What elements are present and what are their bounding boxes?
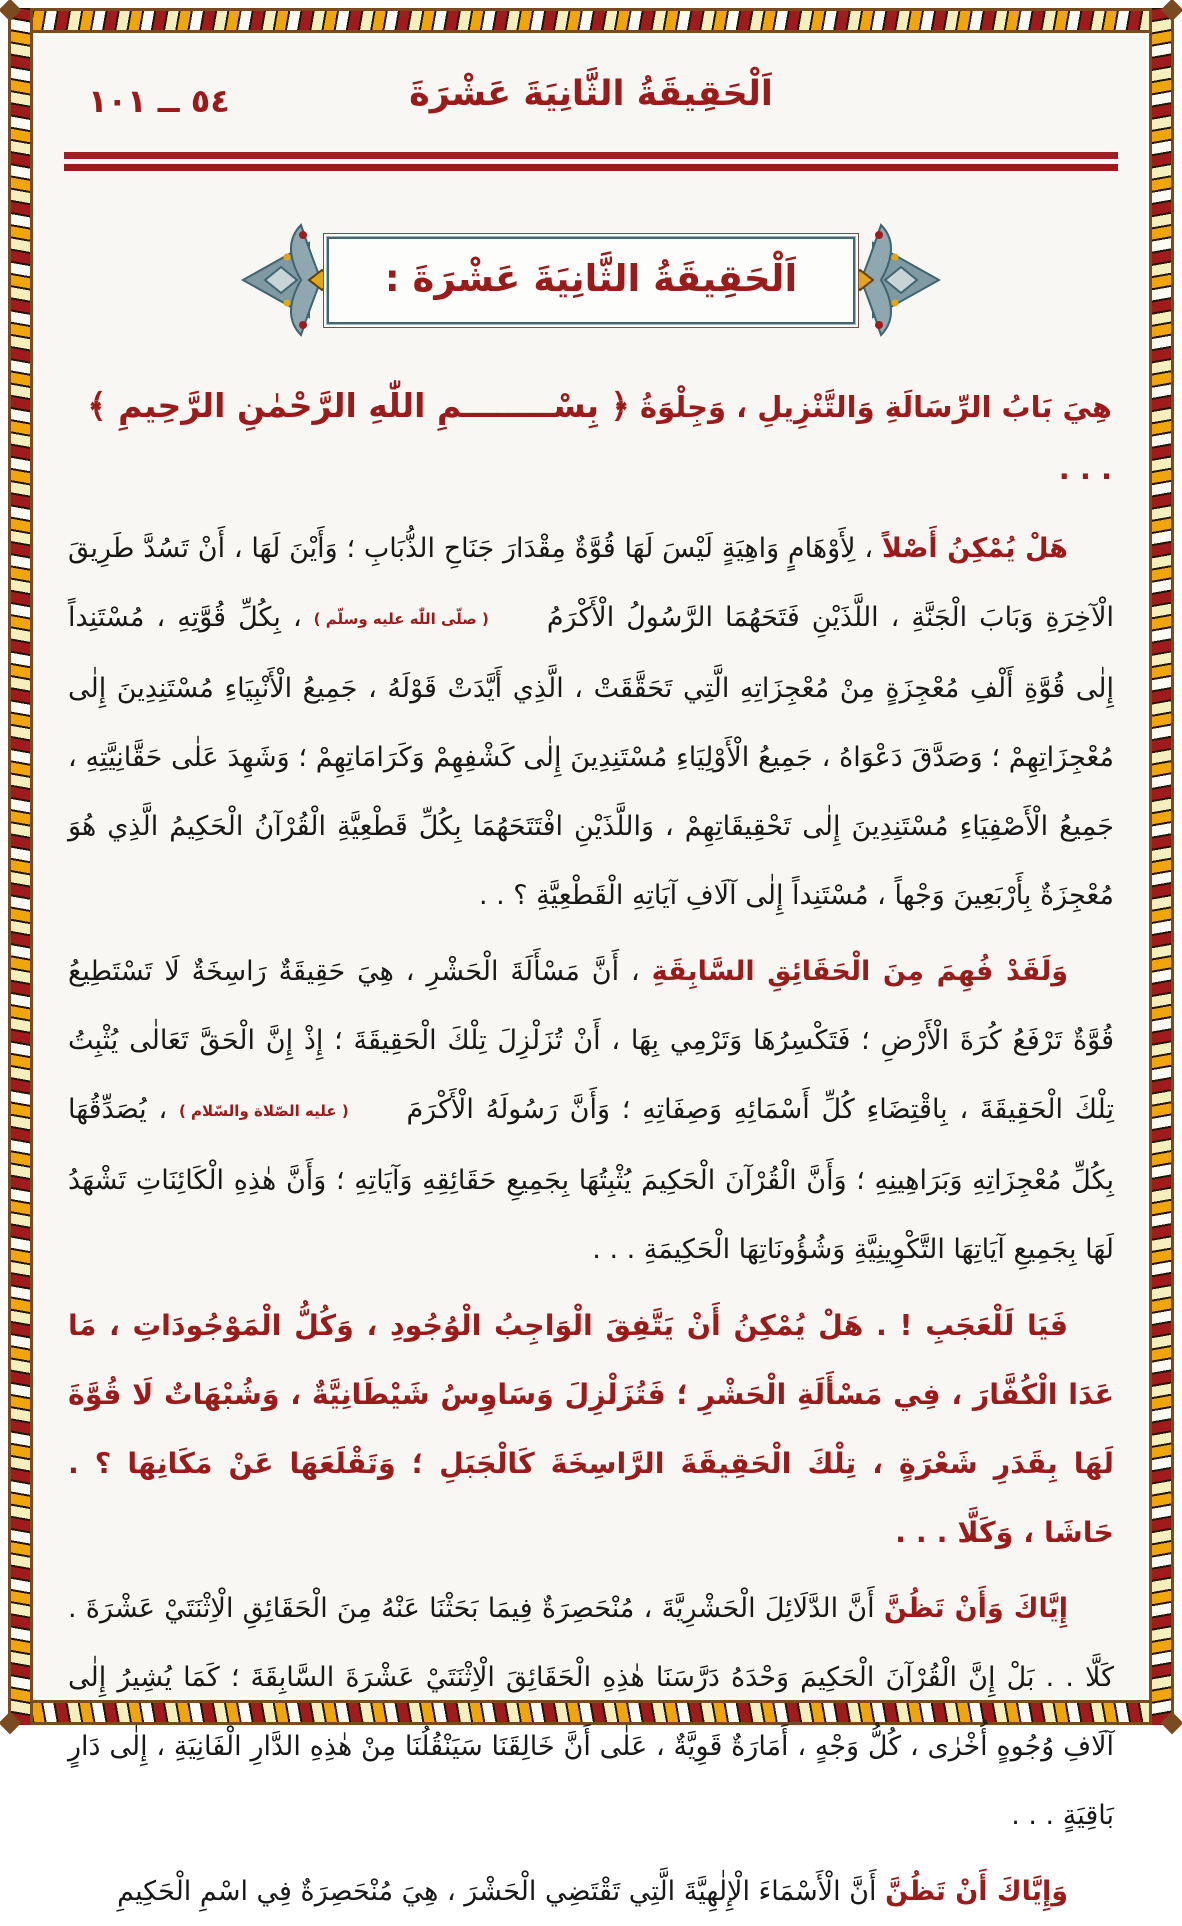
paragraph-emphasis: [68, 1291, 1114, 1567]
section-title: اَلْحَقِيقَةُ الثَّانِيَةَ عَشْرَةَ :: [384, 256, 798, 300]
text-run-red: وَإِيَّاكَ أَنْ تَظُنَّ: [885, 1876, 1068, 1907]
prophet-salutation-seal: ( صلّى اللّٰه عليه وسلّم ): [313, 610, 489, 628]
text-run: أَنَّ الدَّلَائِلَ الْحَشْرِيَّةَ ، مُنْحَصِرَةٌ فِيمَا بَحَثْنَا عَنْهُ مِنَ الْحَقَائِقِ الْاِثْنَتَيْ عَشْرَةَ . كَلَّا . . بَلْ إِنَّ الْقُرْآنَ الْحَكِيمَ وَحْدَهُ دَرَّسَنَا هٰذِهِ الْحَقَائِقَ الْاِثْنَتَيْ عَشْرَةَ السَّابِقَةَ ؛ كَمَا يُشِيرُ إِلٰى آلَافِ وُجُوهٍ أُخْرٰى ، كُلُّ وَجْهٍ ، أَمَارَةٌ قَوِيَّةٌ ، عَلٰى أَنَّ خَالِقَنَا سَيَنْقُلُنَا مِنْ هٰذِهِ الدَّارِ الْفَانِيَةِ ، إِلٰى دَارٍ بَاقِيَةٍ . . .: [68, 1593, 1114, 1831]
section-heading: [60, 205, 1122, 355]
text-run: ، يُصَدِّقُهَا بِكُلِّ مُعْجِزَاتِهِ وَبَرَاهِينِهِ ؛ وَأَنَّ الْقُرْآنَ الْحَكِيمَ يُثْبِتُهَا بِجَمِيعِ حَقَائِقِهِ وَآيَاتِهِ ؛ وَأَنَّ هٰذِهِ الْكَائِنَاتِ تَشْهَدُ لَهَا بِجَمِيعِ آيَاتِهَا التَّكْوِينِيَّةِ وَشُؤُونَاتِهَا الْحَكِيمَةِ . . .: [68, 1094, 1114, 1265]
divider-rule-top: [64, 152, 1118, 159]
paragraph: [68, 937, 1114, 1284]
bismillah-calligraphy: ﴿ بِسْــــــــمِ اللّٰهِ الرَّحْمٰنِ الرَّحِيمِ ﴾: [87, 386, 630, 425]
paragraph: [68, 514, 1114, 930]
text-run-red: وَلَقَدْ فُهِمَ مِنَ الْحَقَائِقِ السَّابِقَةِ: [651, 956, 1068, 987]
page-number: ٥٤ ــ ١٠١: [88, 82, 230, 120]
text-run: أَنَّ الْأَسْمَاءَ الْإِلٰهِيَّةَ الَّتِي تَقْتَضِي الْحَشْرَ ، هِيَ مُنْحَصِرَةٌ فِي اسْمِ الْحَكِيمِ: [117, 1876, 877, 1907]
text-run-red: إِيَّاكَ وَأَنْ تَظُنَّ: [883, 1593, 1068, 1624]
frame-border-right: [1149, 8, 1174, 1725]
paragraph: [68, 1574, 1114, 1850]
body-text: [60, 514, 1122, 1926]
prophet-salutation-seal: ( عليه الصّلاة والسّلام ): [178, 1102, 349, 1120]
divider-rule-bottom: [64, 164, 1118, 171]
header-divider: [64, 152, 1118, 171]
page-header: [60, 74, 1122, 136]
section-title-box: [327, 237, 855, 324]
frame-border-left: [8, 8, 33, 1725]
text-run: ، بِكُلِّ قُوَّتِهِ ، مُسْتَنِداً إِلٰى قُوَّةِ أَلْفِ مُعْجِزَةٍ مِنْ مُعْجِزَاتِهِ الَّتِي تَحَقَّقَتْ ، الَّذِي أَيَّدَتْ قَوْلَهُ ، جَمِيعُ الْأَنْبِيَاءِ مُسْتَنِدِينَ إِلٰى مُعْجِزَاتِهِمْ ؛ وَصَدَّقَ دَعْوَاهُ ، جَمِيعُ الْأَوْلِيَاءِ مُسْتَنِدِينَ إِلٰى كَشْفِهِمْ وَكَرَامَاتِهِمْ ؛ وَشَهِدَ عَلٰى حَقَّانِيَّتِهِ ، جَمِيعُ الْأَصْفِيَاءِ مُسْتَنِدِينَ إِلٰى تَحْقِيقَاتِهِمْ ، وَاللَّذَيْنِ افْتَتَحَهُمَا بِكُلِّ قَطْعِيَّةِ الْقُرْآنُ الْحَكِيمُ الَّذِي هُوَ مُعْجِزَةٌ بِأَرْبَعِينَ وَجْهاً ، مُسْتَنِداً إِلٰى آلَافِ آيَاتِهِ الْقَطْعِيَّةِ ؟ . .: [68, 602, 1114, 911]
text-run: ، أَنَّ مَسْأَلَةَ الْحَشْرِ ، هِيَ حَقِيقَةٌ رَاسِخَةٌ لَا تَسْتَطِيعُ قُوَّةٌ تَرْفَعُ كُرَةَ الْأَرْضِ ؛ فَتَكْسِرُهَا وَتَرْمِي بِهَا ، أَنْ تُزَلْزِلَ تِلْكَ الْحَقِيقَةَ ؛ إِذْ إِنَّ الْحَقَّ تَعَالٰى يُثْبِتُ تِلْكَ الْحَقِيقَةَ ، بِاقْتِضَاءِ كُلِّ أَسْمَائِهِ وَصِفَاتِهِ ؛ وَأَنَّ رَسُولَهُ الْأَكْرَمَ: [68, 956, 1115, 1125]
text-run-red: هَلْ يُمْكِنُ أَصْلاً: [881, 533, 1068, 564]
bismillah-line: [60, 375, 1122, 500]
frame-border-top: [8, 8, 1174, 33]
text-run-red: فَيَا لَلْعَجَبِ ! . هَلْ يُمْكِنُ أَنْ يَتَّفِقَ الْوَاجِبُ الْوُجُودِ ، وَكُلُّ الْمَوْجُودَاتِ ، مَا عَدَا الْكُفَّارَ ، فِي مَسْأَلَةِ الْحَشْرِ ؛ فَتُزَلْزِلَ وَسَاوِسُ شَيْطَانِيَّةٌ ، وَشُبْهَاتٌ لَا قُوَّةَ لَهَا بِقَدَرِ شَعْرَةٍ ، تِلْكَ الْحَقِيقَةَ الرَّاسِخَةَ كَالْجَبَلِ ؛ وَتَقْلَعَهَا عَنْ مَكَانِهَا ؟ . حَاشَا ، وَكَلَّا . . .: [68, 1309, 1114, 1549]
page-content: [60, 36, 1122, 1907]
bismillah-lead-text: هِيَ بَابُ الرِّسَالَةِ وَالتَّنْزِيلِ ، وَجِلْوَةُ: [629, 390, 1112, 424]
bismillah-trail-dots: . . .: [1058, 452, 1112, 486]
text-run: ، لِأَوْهَامٍ وَاهِيَةٍ لَيْسَ لَهَا قُوَّةٌ مِقْدَارَ جَنَاحِ الذُّبَابِ ؛ وَأَيْنَ لَهَا ، أَنْ تَسُدَّ طَرِيقَ الْآخِرَةِ وَبَابَ الْجَنَّةِ ، اللَّذَيْنِ فَتَحَهُمَا الرَّسُولُ الْأَكْرَمُ: [68, 533, 1114, 633]
paragraph: [68, 1857, 1114, 1926]
page-title: اَلْحَقِيقَةُ الثَّانِيَةَ عَشْرَةَ: [409, 74, 773, 114]
